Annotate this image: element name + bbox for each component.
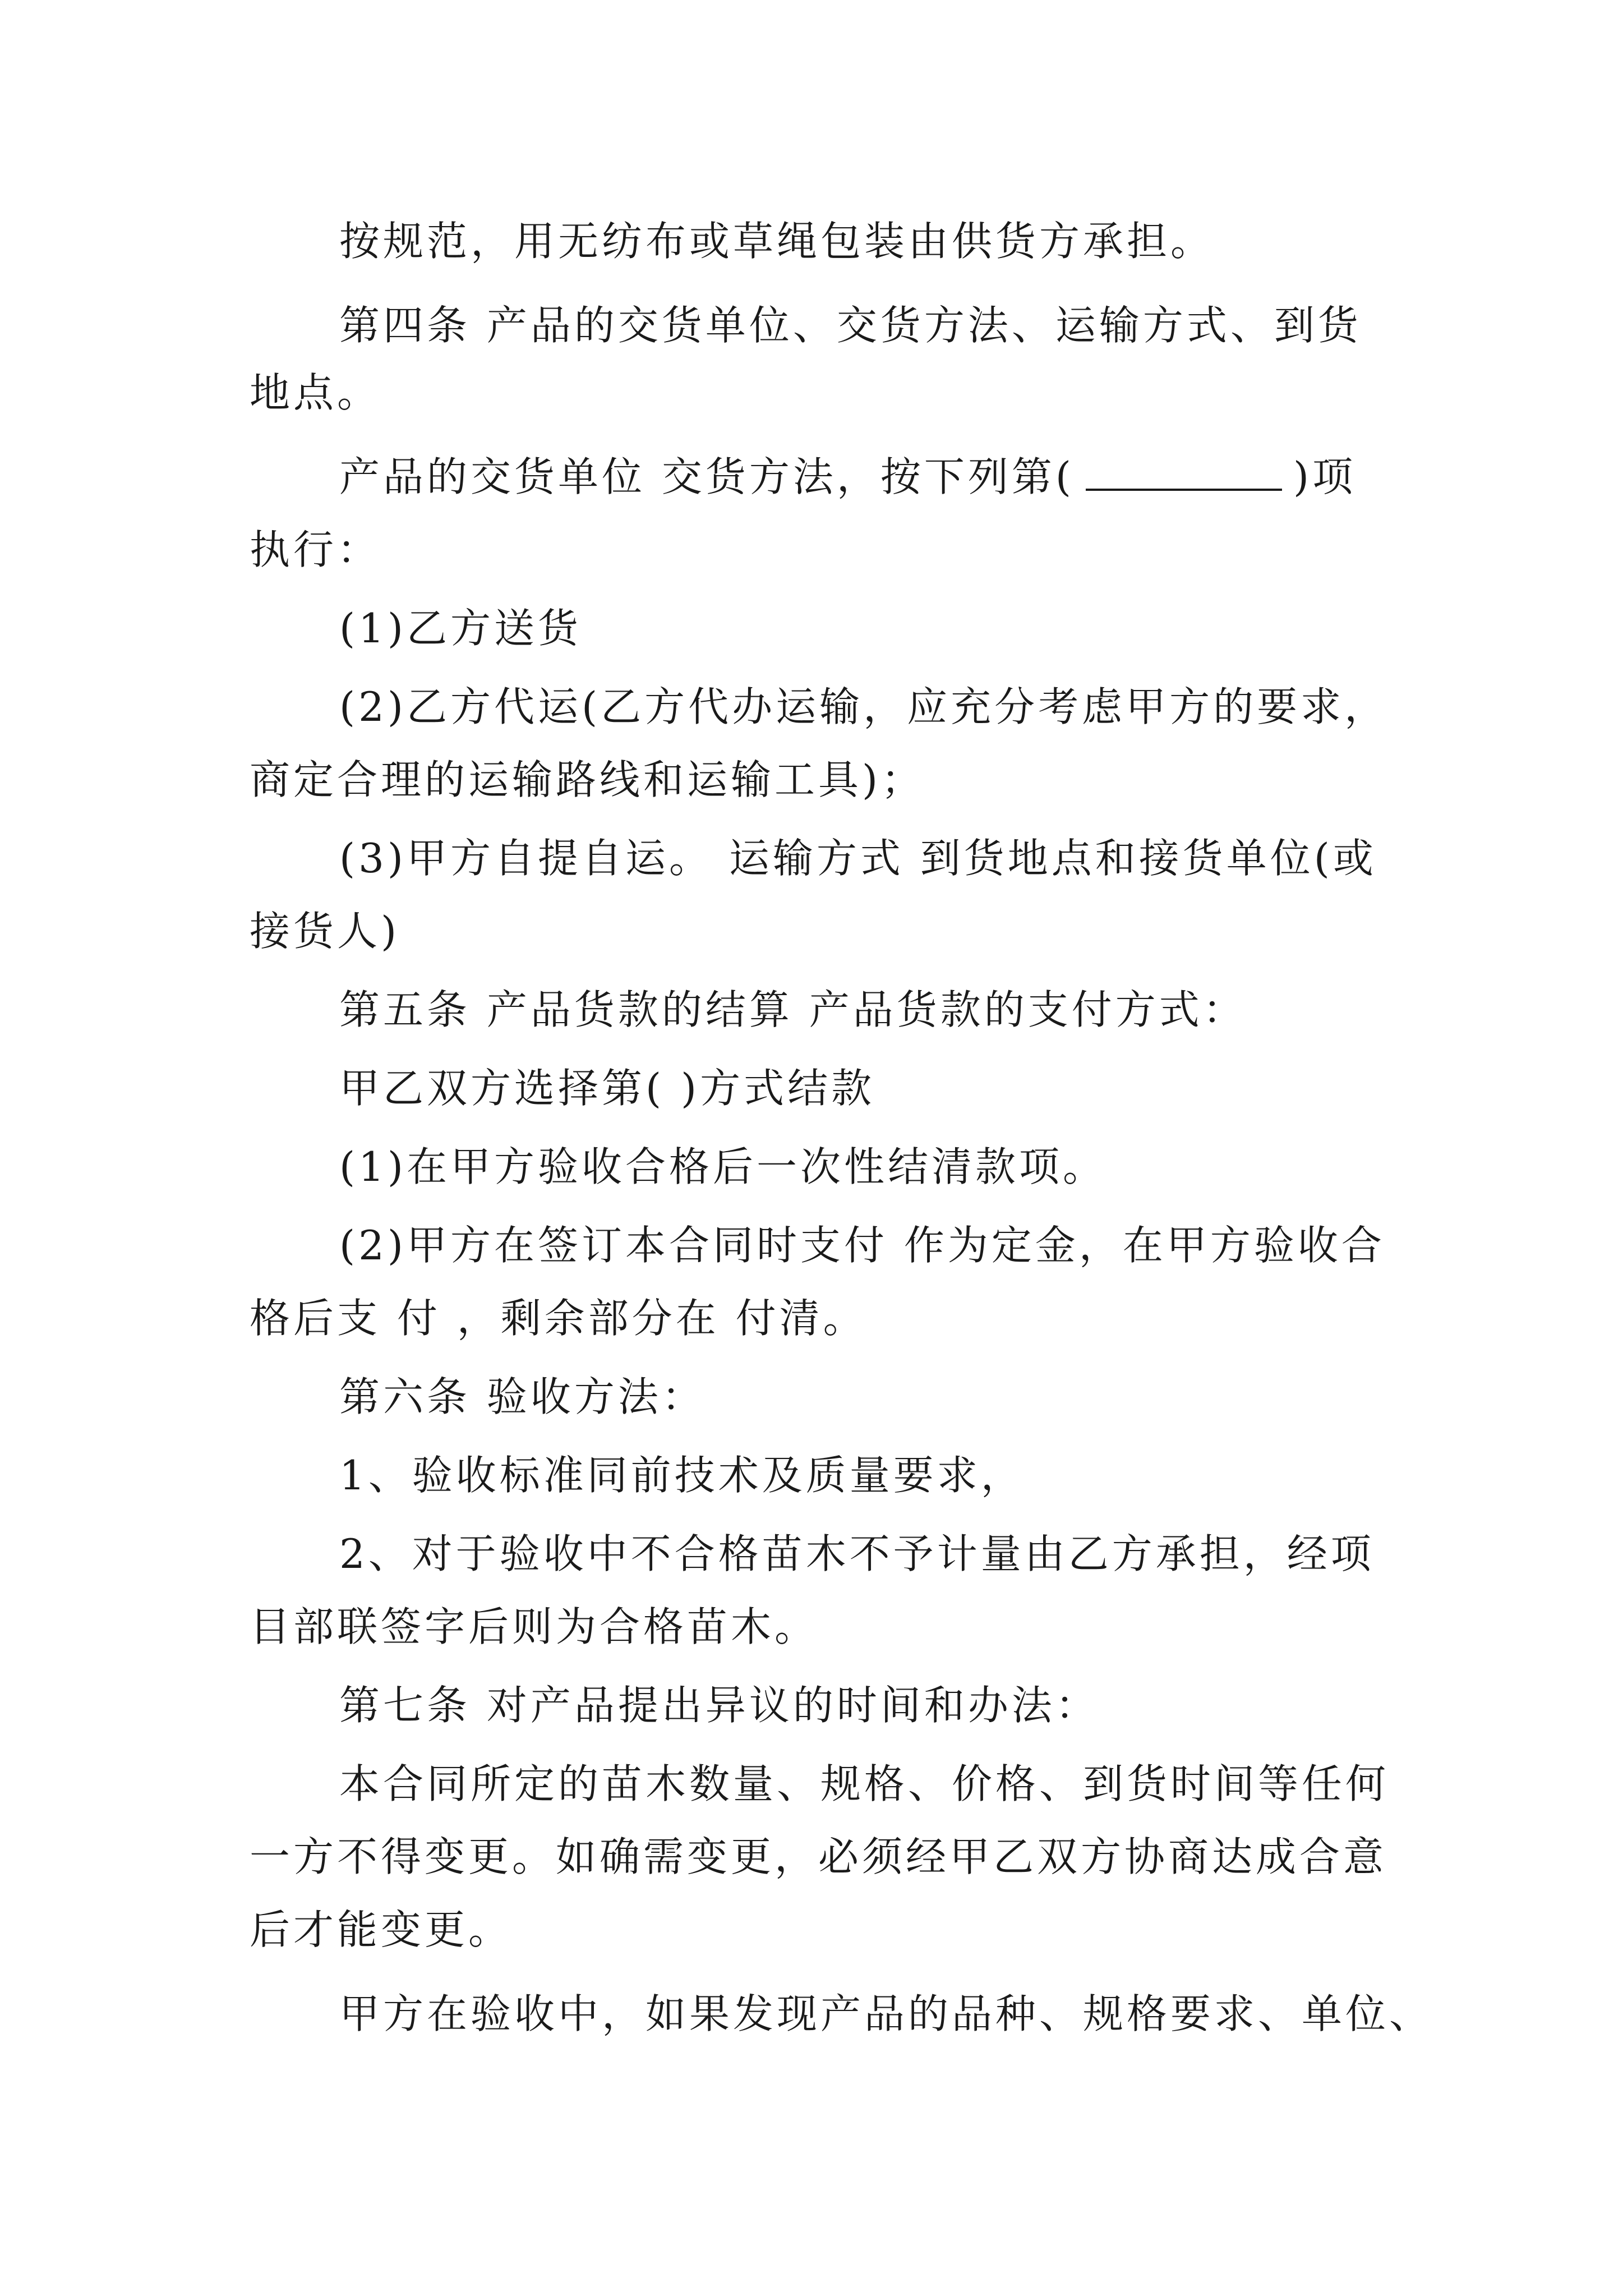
- article-7-heading: 第七条 对产品提出异议的时间和办法：: [339, 1682, 1099, 1729]
- article-5-heading: 第五条 产品货款的结算 产品货款的支付方式：: [339, 986, 1247, 1033]
- paragraph-line: 甲乙双方选择第( )方式结款: [339, 1065, 875, 1112]
- paragraph-line: 接货人): [250, 908, 400, 955]
- paragraph-line: 一方不得变更。如确需变更，必须经甲乙双方协商达成合意: [250, 1833, 1387, 1880]
- list-item: (2)甲方在签订本合同时支付 作为定金，在甲方验收合: [339, 1222, 1385, 1269]
- list-item: (1)在甲方验收合格后一次性结清款项。: [339, 1143, 1106, 1190]
- paragraph-line: 目部联签字后则为合格苗木。: [250, 1603, 819, 1650]
- article-4-heading: 第四条 产品的交货单位、交货方法、运输方式、到货: [339, 302, 1362, 349]
- list-item: (2)乙方代运(乙方代办运输，应充分考虑甲方的要求，: [339, 683, 1389, 730]
- paragraph-line: 格后支 付 ，剩余部分在 付清。: [250, 1295, 867, 1342]
- fill-in-blank[interactable]: [1086, 455, 1282, 491]
- list-item: 2、对于验收中不合格苗木不予计量由乙方承担，经项: [339, 1530, 1375, 1577]
- paragraph-text: )项: [1293, 453, 1357, 500]
- list-item: 1、验收标准同前技术及质量要求，: [339, 1452, 1025, 1499]
- paragraph-line: 甲方在验收中，如果发现产品的品种、规格要求、单位、: [339, 1990, 1433, 2037]
- paragraph-line: 商定合理的运输路线和运输工具)；: [250, 756, 925, 803]
- paragraph-text: 产品的交货单位 交货方法，按下列第(: [339, 453, 1075, 500]
- list-item: (1)乙方送货: [339, 605, 582, 652]
- paragraph-line: 地点。: [250, 369, 381, 416]
- paragraph-line: 后才能变更。: [250, 1906, 513, 1953]
- list-item: (3)甲方自提自运。 运输方式 到货地点和接货单位(或: [339, 835, 1377, 882]
- paragraph-line-with-blank: [339, 449, 1388, 505]
- paragraph-line: 执行：: [250, 526, 381, 573]
- paragraph-line: 本合同所定的苗木数量、规格、价格、到货时间等任何: [339, 1760, 1390, 1807]
- article-6-heading: 第六条 验收方法：: [339, 1373, 706, 1420]
- paragraph-line: 按规范，用无纺布或草绳包装由供货方承担。: [339, 218, 1215, 265]
